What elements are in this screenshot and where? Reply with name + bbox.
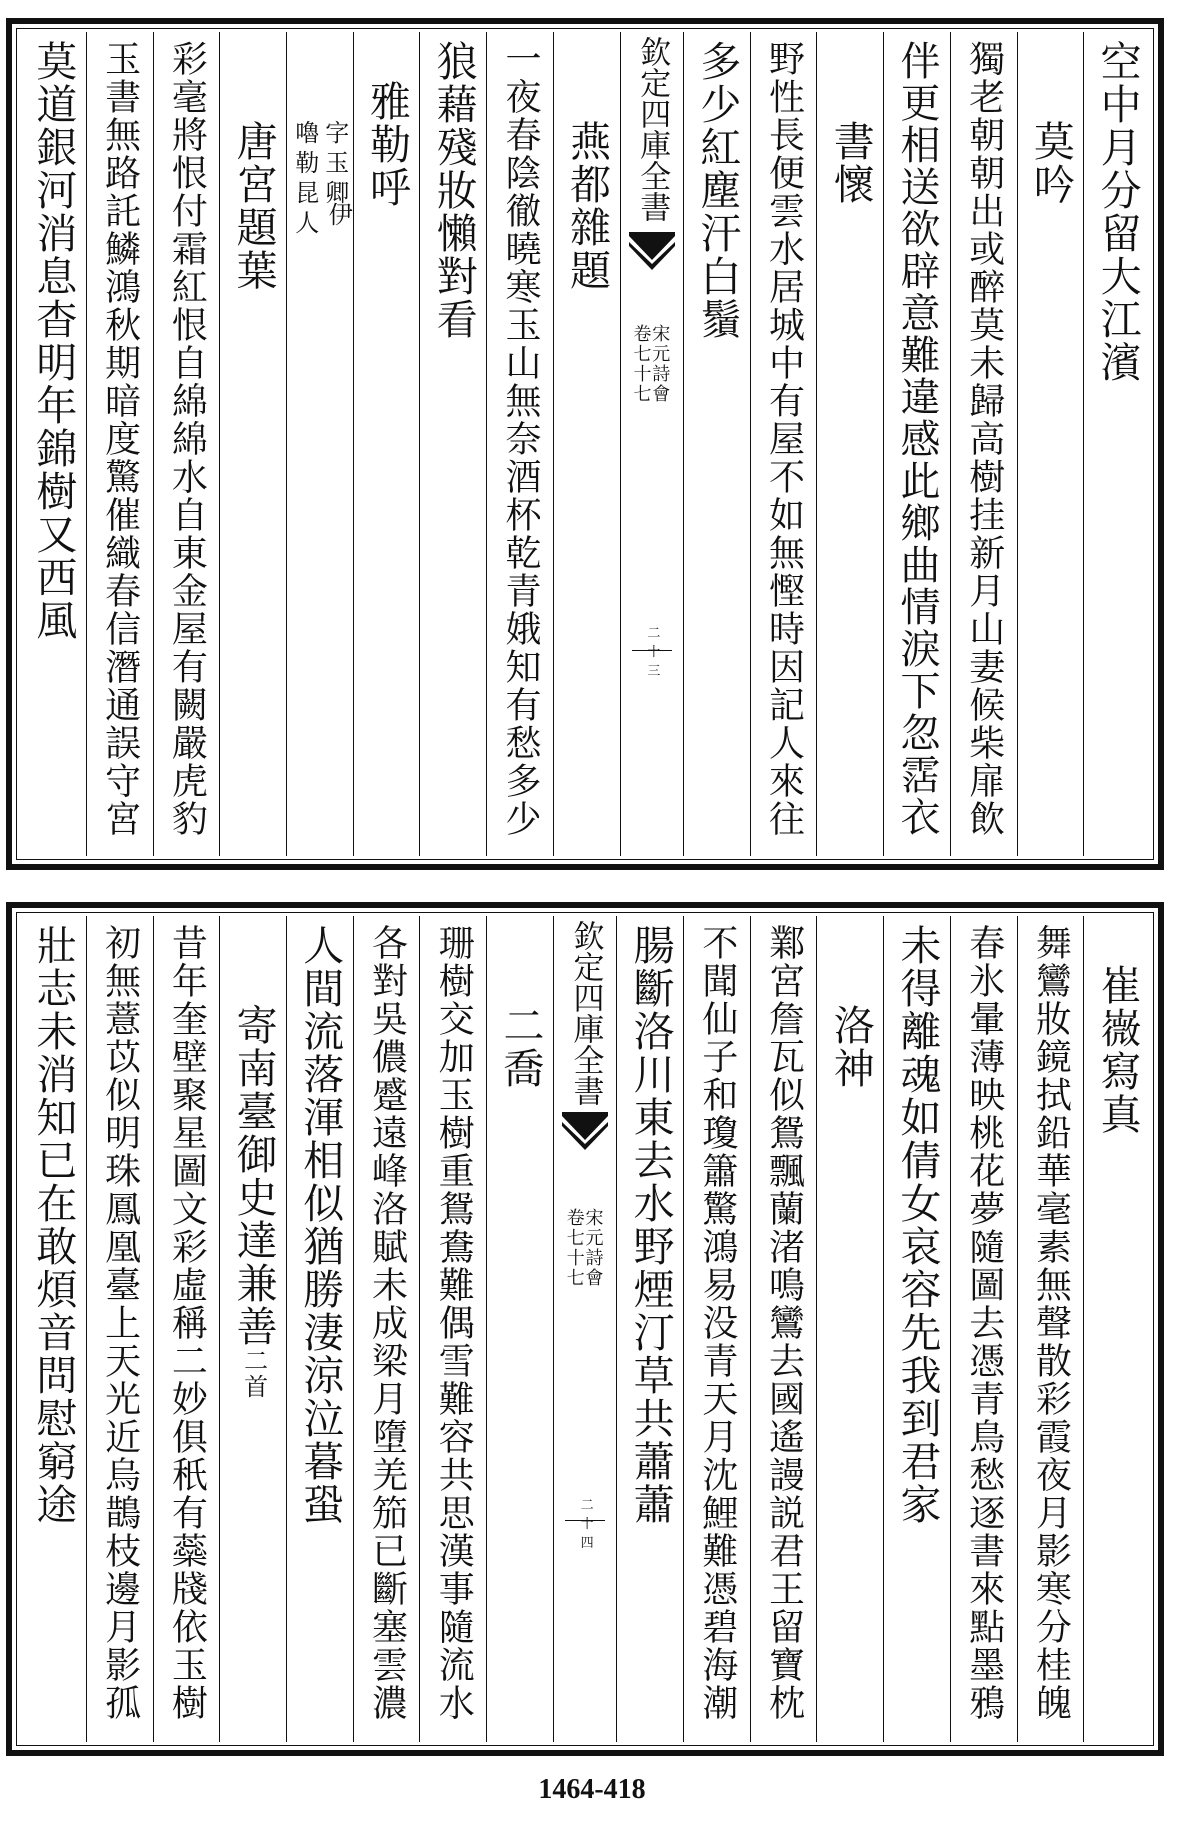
author-note-extra: 伊 [324,202,353,229]
column-text: 珊樹交加玉樹重鴛鴦難偶雪難容共思漢事隨流水 [433,924,475,1722]
bottom-col-l2 [419,916,486,1742]
poem-title: 二喬 [496,1004,545,1090]
bottom-col-r5 [816,916,883,1742]
poem-title [229,1004,278,1400]
bottom-page-columns [20,916,1150,1742]
column-text: 壯志未消知已在敢煩音問慰窮途 [29,924,78,1526]
bottom-col-r7 [683,916,750,1742]
column-text: 野性長便雲水居城中有屋不如無慳時因記人來往 [763,40,805,838]
center-rule [565,1520,605,1521]
bottom-col-r4 [883,916,950,1742]
bottom-col-l3 [353,916,420,1742]
top-col-l3 [419,32,486,856]
column-text: 鄴宮詹瓦似鴛飄蘭渚鳴鸞去國遙謾説君王留寶枕 [763,924,805,1722]
poem-title: 書懷 [826,120,875,206]
top-col-l8 [86,32,153,856]
column-text: 莫道銀河消息杳明年錦樹又西風 [29,40,78,642]
top-col-l5 [286,32,353,856]
volume-number: 卷七十七 [563,1208,585,1288]
top-col-l1 [553,32,620,856]
top-page-columns [20,32,1150,856]
author-name: 雅勒呼 [363,80,412,209]
column-text: 腸斷洛川東去水野煙汀草共蕭蕭 [626,924,675,1526]
center-rule [632,650,672,651]
top-col-r3 [950,32,1017,856]
top-col-l4 [353,32,420,856]
column-text: 獨老朝朝出或醉莫未歸高樹挂新月山妻候柴扉飲 [963,40,1005,838]
poem-title: 燕都雜題 [563,120,612,292]
top-center-column [620,32,683,856]
top-page [6,18,1164,870]
column-text: 舞鸞妝鏡拭鉛華毫素無聲散彩霞夜月影寒分桂魄 [1030,924,1072,1722]
page-number: 二十三 [647,626,661,679]
top-col-l9 [20,32,86,856]
volume-number: 卷七十七 [630,324,652,404]
column-text: 不聞仙子和瓊簫驚鴻易没青天月沈鯉難憑碧海潮 [696,924,738,1722]
column-text: 彩毫將恨付霜紅恨自綿綿水自東金屋有闕嚴虎豹 [166,40,208,838]
collection-name: 宋元詩會 [649,324,671,404]
bottom-col-r1 [1083,916,1150,1742]
top-col-l2 [486,32,553,856]
bottom-center-column [553,916,616,1742]
author-note-line: 嚕勒昆人 [290,120,319,240]
folio-number: 1464-418 [538,1774,646,1805]
poem-title-count: 二首 [239,1348,268,1400]
column-text: 狼藉殘妝懶對看 [429,40,478,341]
bottom-col-l6 [153,916,220,1742]
bottom-col-l4 [286,916,353,1742]
top-col-r5 [816,32,883,856]
bottom-col-r8 [616,916,683,1742]
top-col-r6 [750,32,817,856]
poem-title: 崔嶶寫真 [1093,964,1142,1136]
bottom-page [6,902,1164,1756]
column-text: 人間流落渾相似猶勝淒涼泣暮蛩 [296,924,345,1526]
fish-tail-mark-icon [629,232,675,272]
column-text: 一夜春陰徹曉寒玉山無奈酒杯乾青娥知有愁多少 [499,40,541,838]
author-note-line: 字玉卿 [320,120,349,210]
column-text: 昔年奎壁聚星圖文彩虛稱二妙俱秖有蘂牋依玉樹 [166,924,208,1722]
bottom-col-l1 [486,916,553,1742]
column-text: 空中月分留大江濱 [1093,40,1142,384]
top-col-r2 [1017,32,1084,856]
bottom-col-l5 [219,916,286,1742]
fish-tail-mark-icon [562,1112,608,1152]
column-text: 伴更相送欲辟意難違感此鄉曲情淚下忽霑衣 [893,40,940,838]
column-text: 多少紅塵汗白鬚 [693,40,742,341]
column-text: 春氷暈薄映桃花夢隨圖去憑青鳥愁逐書來點墨鴉 [963,924,1005,1722]
page-number: 二十四 [580,1498,594,1551]
top-col-r7 [683,32,750,856]
bottom-col-l8 [20,916,86,1742]
bottom-col-r2 [1017,916,1084,1742]
column-text: 初無薏苡似明珠鳳凰臺上天光近烏鵲枝邊月影孤 [99,924,141,1722]
bottom-col-l7 [86,916,153,1742]
top-col-l7 [153,32,220,856]
poem-title: 莫吟 [1026,120,1075,206]
top-col-l6 [219,32,286,856]
bottom-col-r3 [950,916,1017,1742]
column-text: 各對吳儂蹙遠峰洛賦未成梁月墮羌笳已斷塞雲濃 [366,924,408,1722]
top-col-r1 [1083,32,1150,856]
book-title: 欽定四庫全書 [634,36,671,222]
book-title: 欽定四庫全書 [567,920,604,1106]
top-col-r4 [883,32,950,856]
poem-title-main: 寄南臺御史達兼善 [229,1004,278,1348]
poem-title: 唐宮題葉 [229,120,278,292]
collection-name: 宋元詩會 [582,1208,604,1288]
bottom-col-r6 [750,916,817,1742]
column-text: 未得離魂如倩女哀容先我到君家 [893,924,942,1526]
column-text: 玉書無路託鱗鴻秋期暗度驚催織春信潛通誤守宮 [99,40,141,838]
poem-title: 洛神 [826,1004,875,1090]
